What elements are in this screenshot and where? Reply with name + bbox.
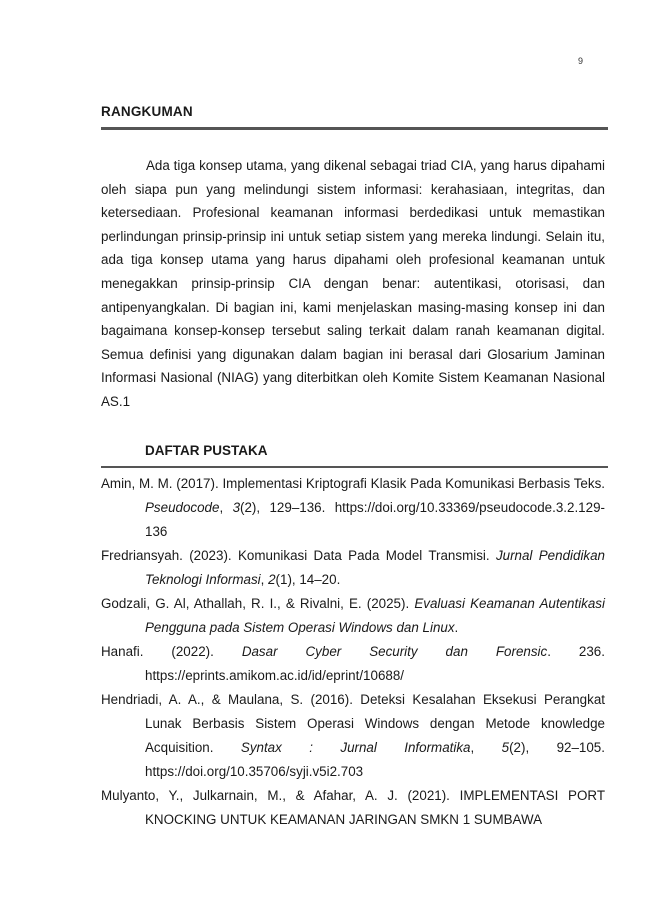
reference-item: Hendriadi, A. A., & Maulana, S. (2016). Deteksi Kesalahan Eksekusi Perangkat Lunak Berbasis Sistem Operasi Windows dengan Metode knowledge Acquisition. Syntax : Jurnal Informatika, 5(2), 92–105. https://doi.org/10.35706/syji.v5i2.703 — [101, 692, 605, 779]
page-number: 9 — [578, 56, 584, 66]
reference-item: Hanafi. (2022). Dasar Cyber Security dan Forensic. 236. https://eprints.amikom.ac.id/id/eprint/10688/ — [101, 644, 605, 683]
reference-item: Amin, M. M. (2017). Implementasi Kriptografi Klasik Pada Komunikasi Berbasis Teks. Pseudocode, 3(2), 129–136. https://doi.org/10.33369/pseudocode.3.2.129-136 — [101, 476, 605, 539]
reference-list — [101, 472, 605, 832]
references-heading: DAFTAR PUSTAKA — [145, 443, 268, 458]
references-rule — [101, 466, 608, 468]
summary-paragraph: Ada tiga konsep utama, yang dikenal sebagai triad CIA, yang harus dipahami oleh siapa pun yang melindungi sistem informasi: kerahasiaan, integritas, dan ketersediaan. Profesional keamanan informasi berdedikasi untuk memastikan perlindungan prinsip-prinsip ini untuk setiap sistem yang mereka lindungi. Selain itu, ada tiga konsep utama yang harus dipahami oleh profesional keamanan untuk menegakkan prinsip-prinsip CIA dengan benar: autentikasi, otorisasi, dan antipenyangkalan. Di bagian ini, kami menjelaskan masing-masing konsep ini dan bagaimana konsep-konsep tersebut saling terkait dalam ranah keamanan digital. Semua definisi yang digunakan dalam bagian ini berasal dari Glosarium Jaminan Informasi Nasional (NIAG) yang diterbitkan oleh Komite Sistem Keamanan Nasional AS.1 — [101, 158, 605, 409]
summary-heading: RANGKUMAN — [101, 104, 193, 119]
reference-item: Fredriansyah. (2023). Komunikasi Data Pada Model Transmisi. Jurnal Pendidikan Teknologi Informasi, 2(1), 14–20. — [101, 548, 606, 587]
reference-item: Mulyanto, Y., Julkarnain, M., & Afahar, A. J. (2021). IMPLEMENTASI PORT KNOCKING UNTUK KEAMANAN JARINGAN SMKN 1 SUMBAWA — [101, 788, 605, 827]
reference-item: Godzali, G. Al, Athallah, R. I., & Rivalni, E. (2025). Evaluasi Keamanan Autentikasi Pengguna pada Sistem Operasi Windows dan Linux. — [101, 596, 605, 635]
heading-rule — [101, 127, 608, 130]
